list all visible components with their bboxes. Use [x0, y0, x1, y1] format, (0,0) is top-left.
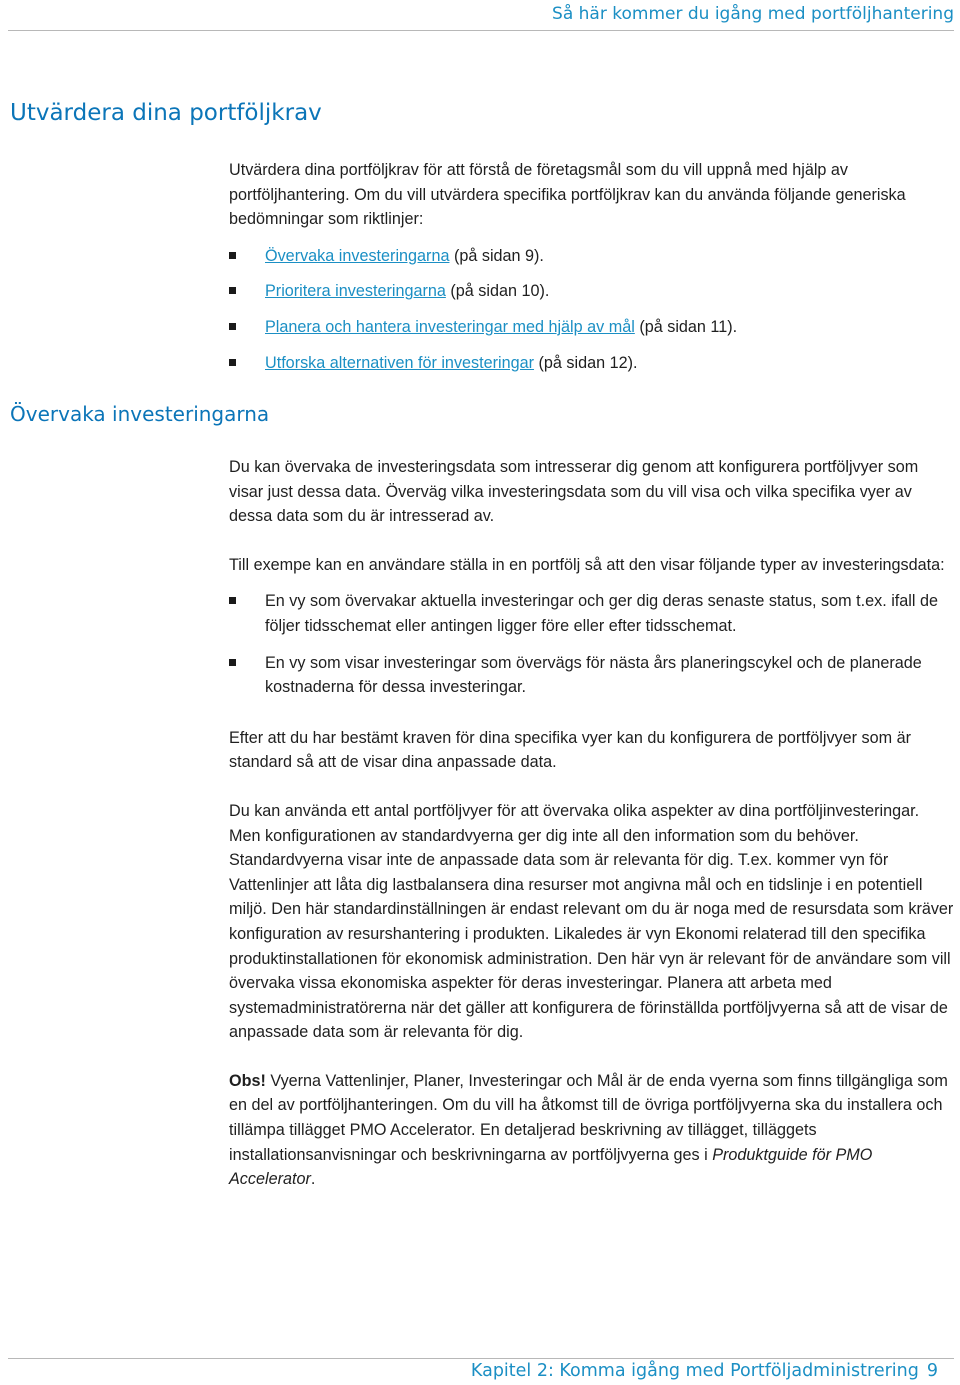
square-bullet-icon — [229, 359, 236, 366]
list-item — [229, 244, 955, 269]
square-bullet-icon — [229, 323, 236, 330]
list-item — [229, 589, 955, 638]
footer-rule — [8, 1358, 954, 1359]
assessment-list — [229, 244, 955, 375]
note-paragraph — [229, 1069, 955, 1192]
note-label: Obs! — [229, 1071, 266, 1090]
header-rule — [8, 30, 954, 31]
square-bullet-icon — [229, 659, 236, 666]
list-item-text: En vy som övervakar aktuella investeringar och ger dig deras senaste status, som t.ex. ifall de följer tidsschemat eller antingen ligger före eller efter tidsschemat. — [265, 592, 939, 635]
paragraph: Till exempe kan en användare ställa in en portfölj så att den visar följande typer av investeringsdata: — [229, 555, 945, 574]
paragraph: Du kan övervaka de investeringsdata som intresserar dig genom att konfigurera portföljvyer som visar just dessa data. Överväg vilka investeringsdata som du vill visa och vilka specifika vyer av dessa data som du är intresserad av. — [229, 458, 919, 526]
square-bullet-icon — [229, 252, 236, 259]
list-item — [229, 279, 955, 304]
running-header: Så här kommer du igång med portföljhantering — [552, 4, 954, 24]
list-item — [229, 315, 955, 340]
page-number: 9 — [926, 1361, 938, 1381]
list-item — [229, 651, 955, 700]
list-item-text: En vy som visar investeringar som övervägs för nästa års planeringscykel och de planerade kostnaderna för dessa investeringar. — [265, 653, 922, 697]
list-item — [229, 351, 955, 376]
page-ref: (på sidan 9). — [449, 246, 544, 265]
section-heading-monitor: Övervaka investeringarna — [10, 402, 270, 426]
page-footer — [471, 1361, 938, 1381]
link-monitor-investments[interactable]: Övervaka investeringarna — [265, 246, 450, 265]
link-plan-manage-goals[interactable]: Planera och hantera investeringar med hjälp av mål — [265, 317, 635, 336]
footer-chapter: Kapitel 2: Komma igång med Portföljadministrering — [470, 1361, 919, 1381]
note-text: Vyerna Vattenlinjer, Planer, Investeringar och Mål är de enda vyerna som finns tillgängliga som en del av portföljhanteringen. Om du vill ha åtkomst till de övriga portföljvyerna ska du installera och tillämpa tillägget PMO Accelerator. En detaljerad beskrivning av tillägget, tilläggets installationsanvisningar och beskrivningarna av portföljvyerna ges i — [229, 1071, 948, 1164]
link-explore-alternatives[interactable]: Utforska alternativen för investeringar — [265, 353, 535, 372]
square-bullet-icon — [229, 287, 236, 294]
note-end: . — [310, 1170, 316, 1189]
section-evaluate-body — [229, 158, 955, 375]
intro-paragraph: Utvärdera dina portföljkrav för att förstå de företagsmål som du vill uppnå med hjälp av portföljhantering. Om du vill utvärdera specifika portföljkrav kan du använda följande generiska bedömningar som riktlinjer: — [229, 161, 906, 229]
view-types-list — [229, 589, 955, 699]
paragraph: Du kan använda ett antal portföljvyer för att övervaka olika aspekter av dina portföljinvesteringar. Men konfigurationen av standardvyerna ger dig inte all den information som du behöver. Standardvyerna visar inte de anpassade data som är relevanta för dig. T.ex. kommer vyn för Vattenlinjer att låta dig lastbalansera dina resurser mot angivna mål och en tidslinje i en potentiell miljö. Den här standardinställningen är endast relevant om du är noga med de resursdata som kräver konfiguration av resurshantering i produkten. Likaledes är vyn Ekonomi relaterad till den specifika produktinstallationen för ekonomisk administration. Den här vyn är relevant för de användare som vill övervaka vissa ekonomiska aspekter för deras investeringar. Planera att arbeta med systemadministratörerna när det gäller att konfigurera de förinställda portföljvyerna så att de visar de anpassade data som är relevanta för dig. — [229, 801, 954, 1042]
section-heading-evaluate: Utvärdera dina portföljkrav — [10, 100, 322, 126]
page-ref: (på sidan 11). — [634, 317, 738, 336]
page-ref: (på sidan 12). — [534, 353, 638, 372]
page-ref: (på sidan 10). — [445, 282, 550, 301]
product-guide-title: Produktguide för PMO Accelerator — [229, 1145, 873, 1189]
paragraph: Efter att du har bestämt kraven för dina specifika vyer kan du konfigurera de portföljvyer som är standard så att de visar dina anpassade data. — [229, 728, 912, 772]
section-monitor-body — [229, 455, 955, 1192]
square-bullet-icon — [229, 597, 236, 604]
link-prioritize-investments[interactable]: Prioritera investeringarna — [265, 282, 446, 301]
